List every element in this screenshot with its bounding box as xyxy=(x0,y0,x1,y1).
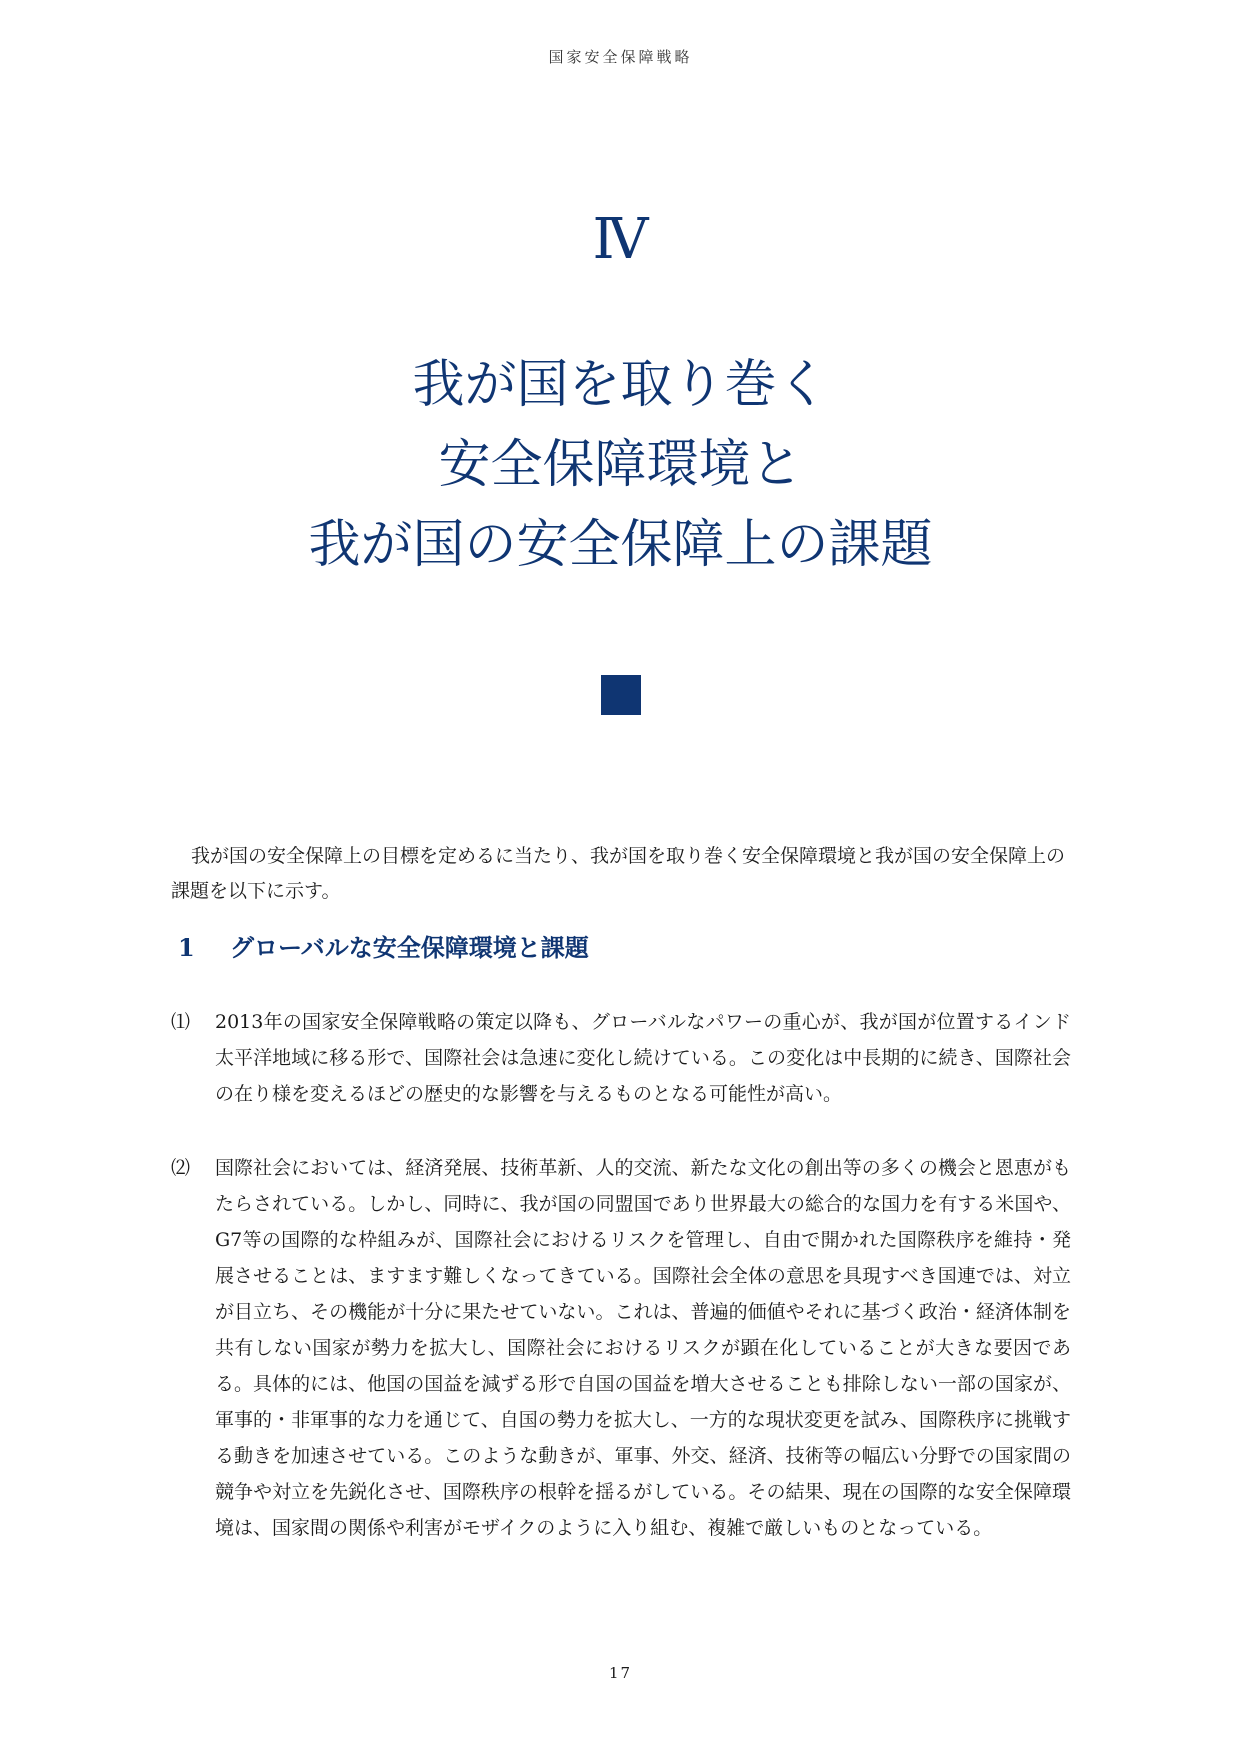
decorative-square-icon xyxy=(601,675,641,715)
chapter-title-line: 我が国を取り巻く xyxy=(412,355,829,415)
section-title: グローバルな安全保障環境と課題 xyxy=(230,933,589,962)
chapter-title-line: 安全保障環境と xyxy=(438,435,803,495)
item-marker: ⑴ xyxy=(171,1011,191,1033)
list-item xyxy=(171,1004,1071,1112)
item-marker: ⑵ xyxy=(171,1157,191,1179)
intro-paragraph: 我が国の安全保障上の目標を定めるに当たり、我が国を取り巻く安全保障環境と我が国の安全保障上の課題を以下に示す。 xyxy=(171,845,1066,902)
chapter-title-line: 我が国の安全保障上の課題 xyxy=(308,515,933,575)
item-text: 国際社会においては、経済発展、技術革新、人的交流、新たな文化の創出等の多くの機会と恩恵がもたらされている。しかし、同時に、我が国の同盟国であり世界最大の総合的な国力を有する米国や、G7等の国際的な枠組みが、国際社会におけるリスクを管理し、自由で開かれた国際秩序を維持・発展させることは、ますます難しくなってきている。国際社会全体の意思を具現すべき国連では、対立が目立ち、その機能が十分に果たせていない。これは、普遍的価値やそれに基づく政治・経済体制を共有しない国家が勢力を拡大し、国際社会におけるリスクが顕在化していることが大きな要因である。具体的には、他国の国益を減ずる形で自国の国益を増大させることも排除しない一部の国家が、軍事的・非軍事的な力を通じて、自国の勢力を拡大し、一方的な現状変更を試み、国際秩序に挑戦する動きを加速させている。このような動きが、軍事、外交、経済、技術等の幅広い分野での国家間の競争や対立を先鋭化させ、国際秩序の根幹を揺るがしている。その結果、現在の国際的な安全保障環境は、国家間の関係や利害がモザイクのように入り組む、複雑で厳しいものとなっている。 xyxy=(215,1157,1071,1539)
list-item xyxy=(171,1150,1071,1546)
running-header: 国家安全保障戦略 xyxy=(548,48,693,66)
chapter-title xyxy=(0,345,1241,585)
section-heading xyxy=(178,928,589,963)
page-number: 17 xyxy=(608,1664,633,1682)
item-text: 2013年の国家安全保障戦略の策定以降も、グローバルなパワーの重心が、我が国が位置するインド太平洋地域に移る形で、国際社会は急速に変化し続けている。この変化は中長期的に続き、国際社会の在り様を変えるほどの歴史的な影響を与えるものとなる可能性が高い。 xyxy=(215,1011,1071,1105)
section-number: 1 xyxy=(178,933,195,962)
chapter-number: Ⅳ xyxy=(592,207,649,272)
